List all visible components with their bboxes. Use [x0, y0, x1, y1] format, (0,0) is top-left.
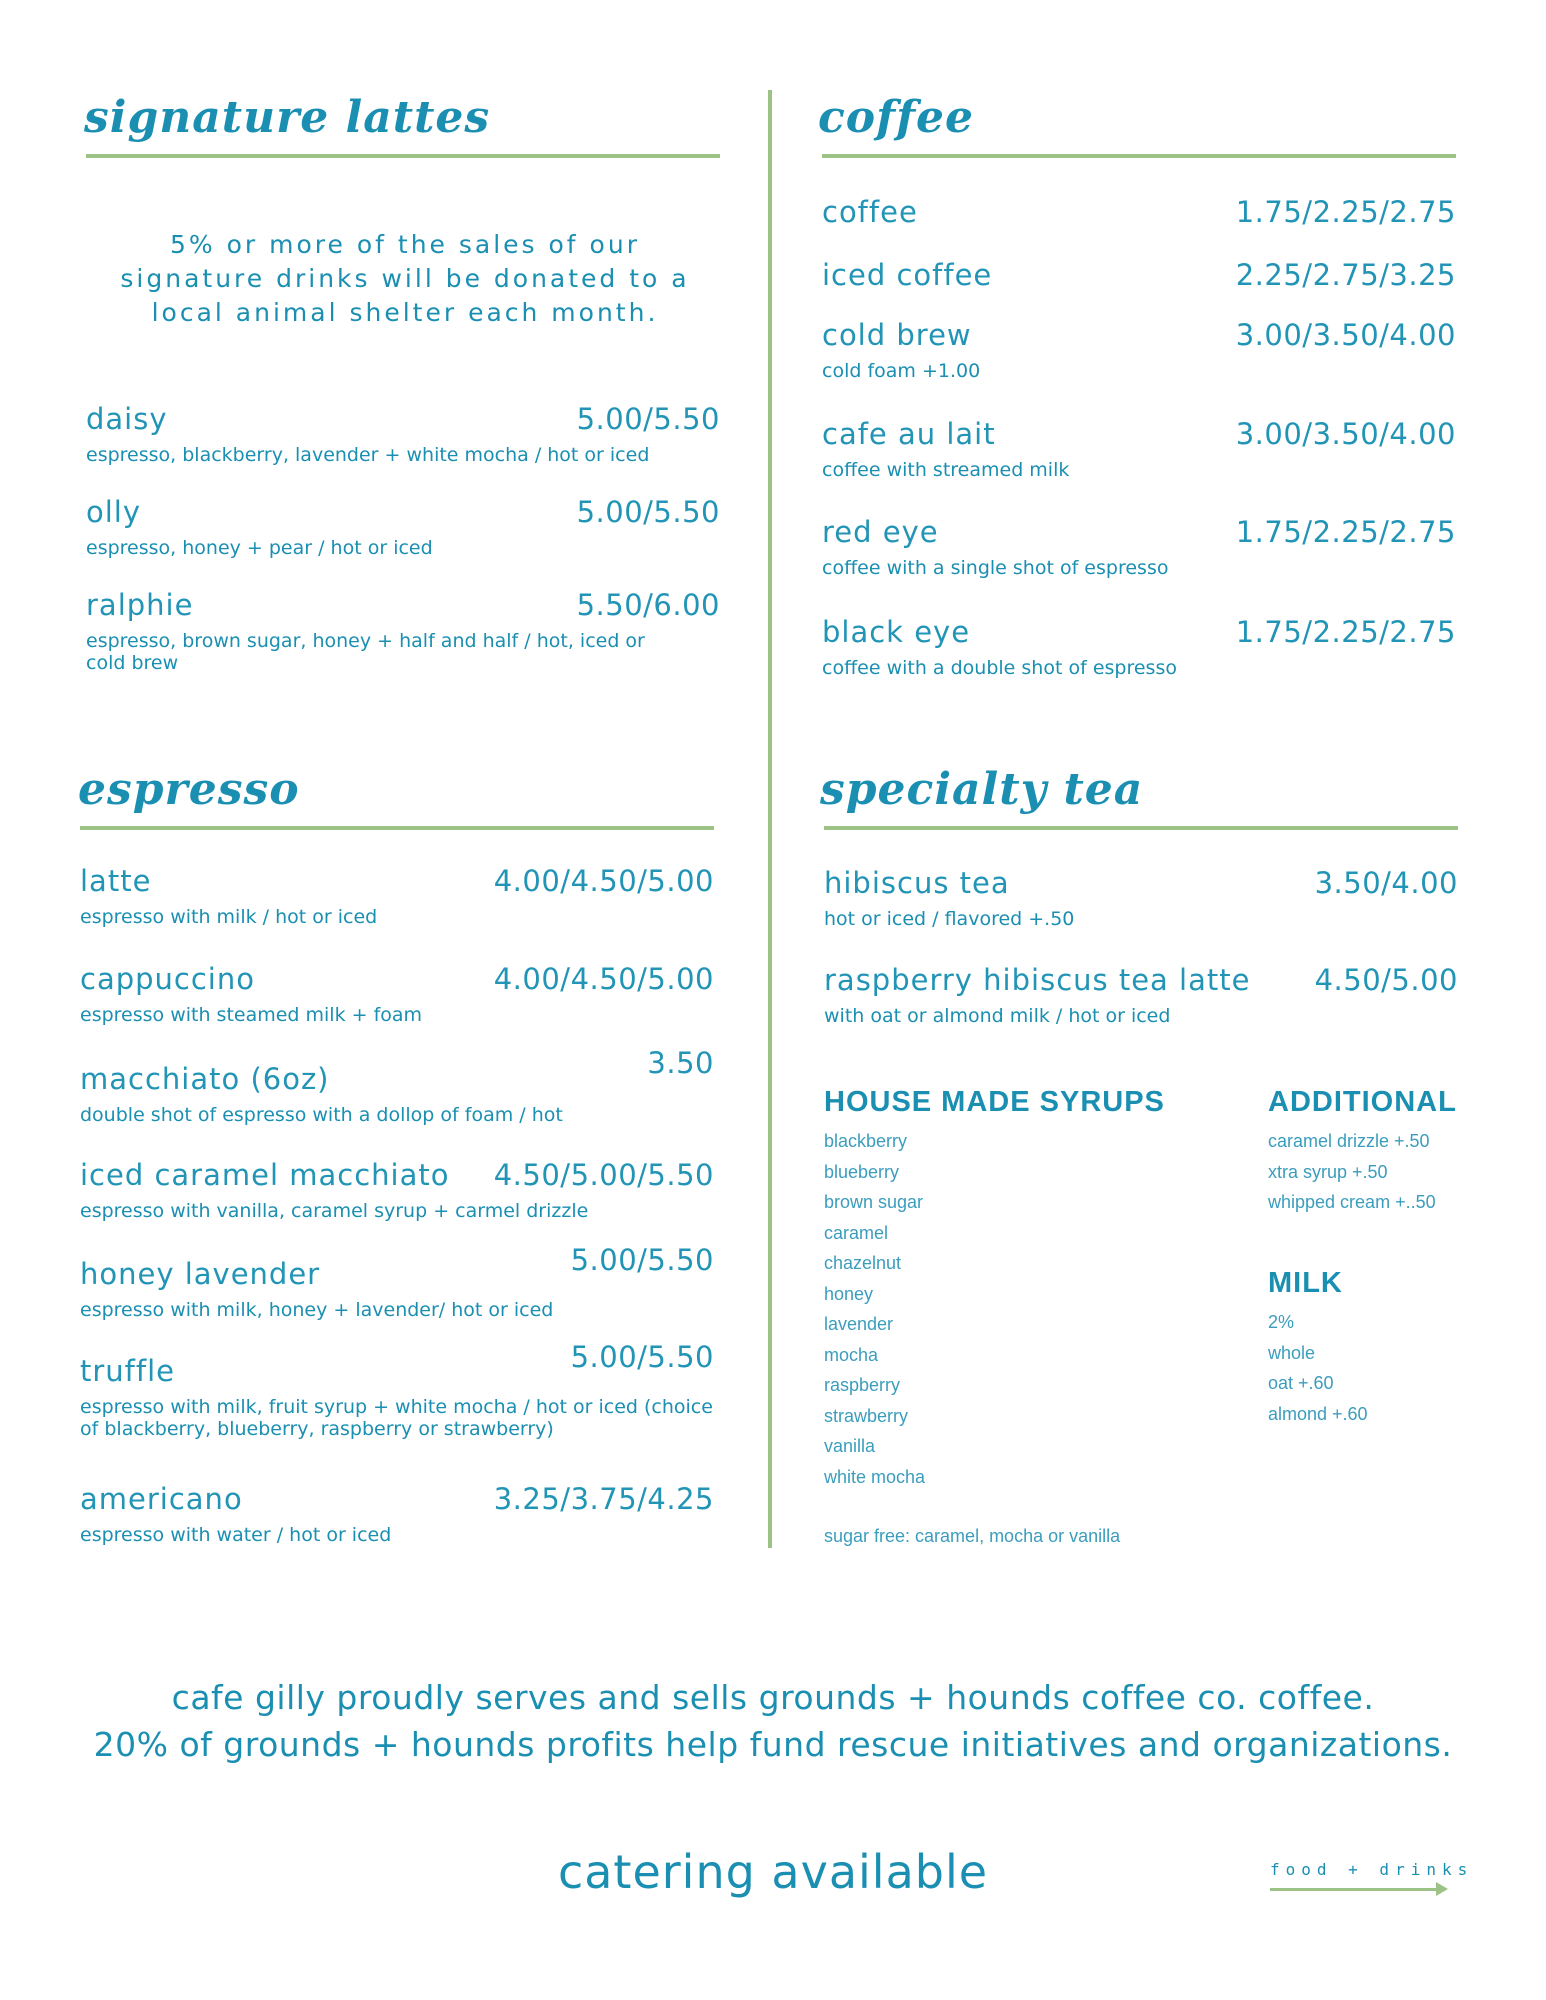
item-price: 4.50/5.00/5.50	[493, 1158, 714, 1192]
item-name: americano	[80, 1482, 243, 1516]
menu-item	[822, 195, 1456, 229]
item-name: latte	[80, 864, 152, 898]
item-price: 5.00/5.50	[570, 1243, 714, 1277]
item-description: espresso, brown sugar, honey + half and half / hot, iced or cold brew	[86, 630, 645, 674]
menu-item	[86, 495, 720, 559]
item-price: 1.75/2.25/2.75	[1235, 615, 1456, 649]
menu-item	[824, 866, 1458, 930]
item-name: cappuccino	[80, 962, 255, 996]
list-item: oat +.60	[1268, 1373, 1334, 1393]
list-item: raspberry	[824, 1375, 901, 1395]
item-name: hibiscus tea	[824, 866, 1010, 900]
item-price: 5.00/5.50	[576, 495, 720, 529]
item-name: cold brew	[822, 318, 972, 352]
menu-item	[822, 615, 1456, 679]
arrow-line	[1270, 1888, 1440, 1891]
item-name: cafe au lait	[822, 417, 996, 451]
item-price: 1.75/2.25/2.75	[1235, 515, 1456, 549]
syrups-heading: HOUSE MADE SYRUPS	[824, 1086, 1165, 1118]
item-price: 3.50/4.00	[1314, 866, 1458, 900]
item-price: 1.75/2.25/2.75	[1235, 195, 1456, 229]
item-price: 5.50/6.00	[576, 588, 720, 622]
list-item: mocha	[824, 1344, 879, 1365]
menu-item	[80, 962, 714, 1026]
footer-line-1: cafe gilly proudly serves and sells grounds + hounds coffee co. coffee.	[171, 1678, 1375, 1717]
item-description: espresso with milk / hot or iced	[80, 906, 378, 928]
menu-item	[86, 402, 720, 466]
menu-item	[824, 963, 1458, 1027]
additional-heading: ADDITIONAL	[1268, 1086, 1457, 1118]
list-item: chazelnut	[824, 1253, 902, 1273]
menu-item	[822, 417, 1456, 481]
item-price: 2.25/2.75/3.25	[1235, 258, 1456, 292]
item-name: iced coffee	[822, 258, 993, 292]
catering-heading: catering available	[557, 1845, 989, 1899]
menu-item	[80, 1158, 714, 1222]
list-item: brown sugar	[824, 1192, 924, 1212]
item-price: 3.50	[647, 1046, 714, 1080]
milk-list	[1268, 1307, 1368, 1429]
item-name: daisy	[86, 402, 168, 436]
tagline: food + drinks	[1270, 1860, 1474, 1879]
column-divider	[768, 90, 772, 1548]
item-description: with oat or almond milk / hot or iced	[824, 1005, 1171, 1027]
item-description: espresso with vanilla, caramel syrup + carmel drizzle	[80, 1200, 589, 1222]
item-price: 3.00/3.50/4.00	[1235, 417, 1456, 451]
list-item: xtra syrup +.50	[1268, 1161, 1388, 1182]
menu-item	[80, 1482, 714, 1546]
item-price: 5.00/5.50	[570, 1340, 714, 1374]
list-item: vanilla	[824, 1436, 876, 1456]
list-item: 2%	[1268, 1312, 1295, 1332]
menu-item	[80, 864, 714, 928]
menu-item	[86, 588, 720, 674]
item-description: espresso, honey + pear / hot or iced	[86, 537, 433, 559]
section-rule	[86, 154, 720, 158]
item-name: honey lavender	[80, 1257, 321, 1291]
menu-item	[822, 515, 1456, 579]
section-rule	[80, 826, 714, 830]
item-description: espresso with steamed milk + foam	[80, 1004, 423, 1026]
item-description: cold foam +1.00	[822, 360, 981, 382]
menu-item	[80, 1243, 714, 1321]
item-price: 4.00/4.50/5.00	[493, 864, 714, 898]
donation-note: 5% or more of the sales of our signature drinks will be donated to a local animal shelter each month.	[120, 230, 690, 327]
menu-item	[822, 258, 1456, 292]
section-rule	[824, 826, 1458, 830]
list-item: strawberry	[824, 1405, 909, 1426]
list-item: blackberry	[824, 1131, 908, 1151]
sugar-free-note: sugar free: caramel, mocha or vanilla	[824, 1526, 1121, 1546]
item-name: black eye	[822, 615, 971, 649]
section-title-specialty-tea: specialty tea	[820, 764, 1144, 815]
item-name: red eye	[822, 515, 939, 549]
syrups-list	[824, 1126, 925, 1492]
list-item: almond +.60	[1268, 1403, 1368, 1424]
item-description: coffee with a single shot of espresso	[822, 557, 1169, 579]
item-description: double shot of espresso with a dollop of foam / hot	[80, 1104, 563, 1126]
list-item: blueberry	[824, 1161, 900, 1182]
item-price: 3.00/3.50/4.00	[1235, 318, 1456, 352]
additional-list	[1268, 1126, 1436, 1218]
item-price: 4.50/5.00	[1314, 963, 1458, 997]
section-title-espresso: espresso	[78, 764, 300, 815]
list-item: lavender	[824, 1314, 894, 1334]
item-price: 4.00/4.50/5.00	[493, 962, 714, 996]
item-price: 3.25/3.75/4.25	[493, 1482, 714, 1516]
list-item: honey	[824, 1283, 874, 1304]
item-name: ralphie	[86, 588, 194, 622]
menu-item	[80, 1340, 714, 1440]
milk-heading: MILK	[1268, 1267, 1343, 1299]
item-description: espresso, blackberry, lavender + white mocha / hot or iced	[86, 444, 650, 466]
list-item: caramel drizzle +.50	[1268, 1131, 1430, 1151]
menu-item	[822, 318, 1456, 382]
item-name: olly	[86, 495, 142, 529]
item-name: macchiato (6oz)	[80, 1062, 330, 1096]
list-item: whole	[1268, 1342, 1316, 1363]
list-item: whipped cream +..50	[1268, 1192, 1436, 1212]
item-description: coffee with streamed milk	[822, 459, 1070, 481]
item-description: coffee with a double shot of espresso	[822, 657, 1177, 679]
item-description: espresso with milk, honey + lavender/ hot or iced	[80, 1299, 554, 1321]
section-rule	[822, 154, 1456, 158]
list-item: caramel	[824, 1222, 889, 1243]
item-description: espresso with water / hot or iced	[80, 1524, 392, 1546]
item-description: hot or iced / flavored +.50	[824, 908, 1075, 930]
arrow-right-icon	[1436, 1882, 1448, 1896]
item-description: espresso with milk, fruit syrup + white mocha / hot or iced (choice of blackberry, blueberry, raspberry or strawberry)	[80, 1396, 713, 1440]
item-price: 5.00/5.50	[576, 402, 720, 436]
footer-line-2: 20% of grounds + hounds profits help fund rescue initiatives and organizations.	[93, 1725, 1453, 1764]
section-title-signature-lattes: signature lattes	[84, 92, 491, 143]
list-item: white mocha	[824, 1466, 926, 1487]
item-name: coffee	[822, 195, 918, 229]
item-name: raspberry hibiscus tea latte	[824, 963, 1251, 997]
menu-item	[80, 1046, 714, 1126]
item-name: iced caramel macchiato	[80, 1158, 450, 1192]
item-name: truffle	[80, 1354, 175, 1388]
section-title-coffee: coffee	[818, 92, 974, 143]
